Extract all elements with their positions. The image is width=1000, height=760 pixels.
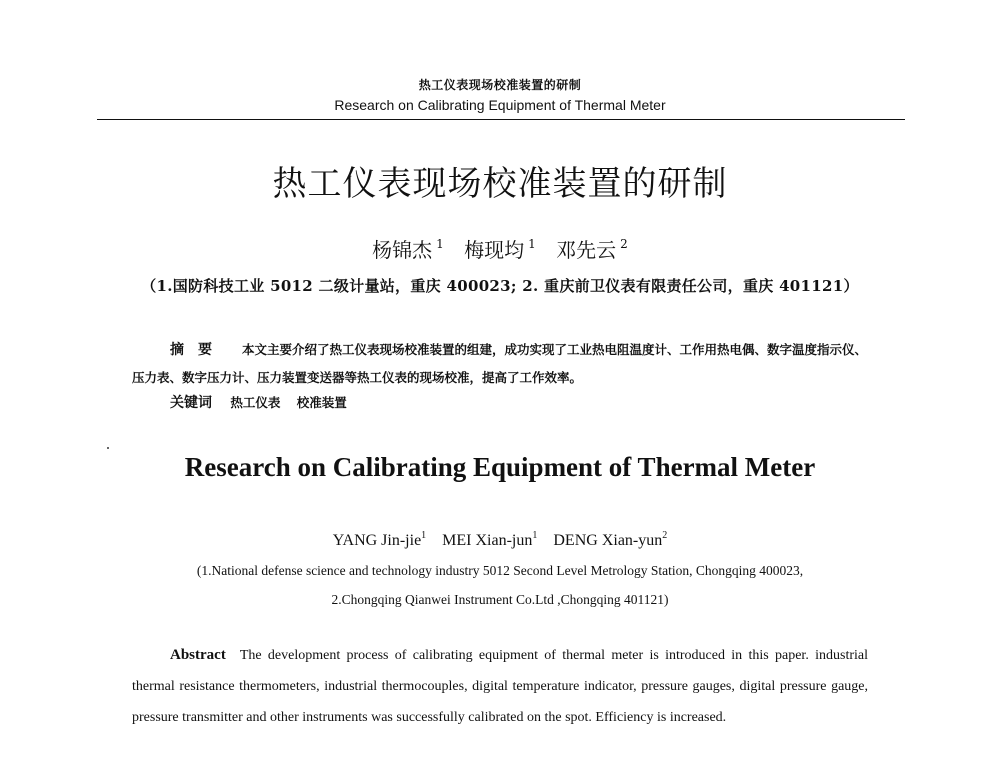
running-header-cn: 热工仪表现场校准装置的研制 [418, 78, 582, 92]
running-header-en: Research on Calibrating Equipment of Thermal Meter [334, 97, 666, 113]
abstract-en-text: The development process of calibrating equipment of thermal meter is introduced in this paper. industrial thermal resistance thermometers, industrial thermocouples, digital temperature indicator, pressure gauges, digital pressure gauge, pressure transmitter and other instruments was successfully calibrated on the spot. Efficiency is increased. [132, 648, 868, 725]
title-cn: 热工仪表现场校准装置的研制 [272, 164, 728, 204]
abstract-cn [132, 336, 870, 392]
author-en-name: YANG Jin-jie [332, 532, 422, 549]
keyword-cn: 热工仪表 [230, 395, 281, 410]
header-rule [97, 119, 905, 120]
author-en-sup: 1 [532, 530, 538, 541]
affiliation-cn: （1.国防科技工业 5012 二级计量站，重庆 400023; 2. 重庆前卫仪表有限责任公司，重庆 401121） [141, 277, 859, 295]
abstract-en [132, 640, 868, 733]
author-cn-sup: 1 [528, 237, 536, 251]
affiliation-en-line1: (1.National defense science and technology industry 5012 Second Level Metrology Station, Chongqing 400023, [196, 563, 804, 578]
author-cn-name: 梅现均 [464, 238, 525, 262]
keyword-cn: 校准装置 [296, 395, 347, 410]
scan-dot [107, 447, 109, 449]
author-cn-name: 杨锦杰 [372, 238, 433, 262]
authors-cn [0, 234, 1000, 263]
keywords-cn [170, 392, 870, 412]
affiliation-en-line2: 2.Chongqing Qianwei Instrument Co.Ltd ,Chongqing 401121) [331, 592, 669, 607]
author-en-sup: 1 [421, 530, 427, 541]
author-en-sup: 2 [662, 530, 668, 541]
abstract-cn-label: 摘要 [170, 342, 226, 358]
title-en: Research on Calibrating Equipment of Thermal Meter [184, 452, 816, 482]
author-cn-name: 邓先云 [556, 238, 617, 262]
authors-en [0, 530, 1000, 550]
author-cn-sup: 1 [436, 237, 444, 251]
author-cn-sup: 2 [620, 237, 628, 251]
author-en-name: MEI Xian-jun [442, 532, 533, 549]
abstract-en-label: Abstract [170, 647, 226, 663]
author-en-name: DENG Xian-yun [553, 532, 663, 549]
abstract-cn-text: 本文主要介绍了热工仪表现场校准装置的组建，成功实现了工业热电阻温度计、工作用热电偶、数字温度指示仪、压力表、数字压力计、压力装置变送器等热工仪表的现场校准，提高了工作效率。 [132, 342, 868, 385]
keywords-cn-label: 关键词 [170, 395, 212, 411]
